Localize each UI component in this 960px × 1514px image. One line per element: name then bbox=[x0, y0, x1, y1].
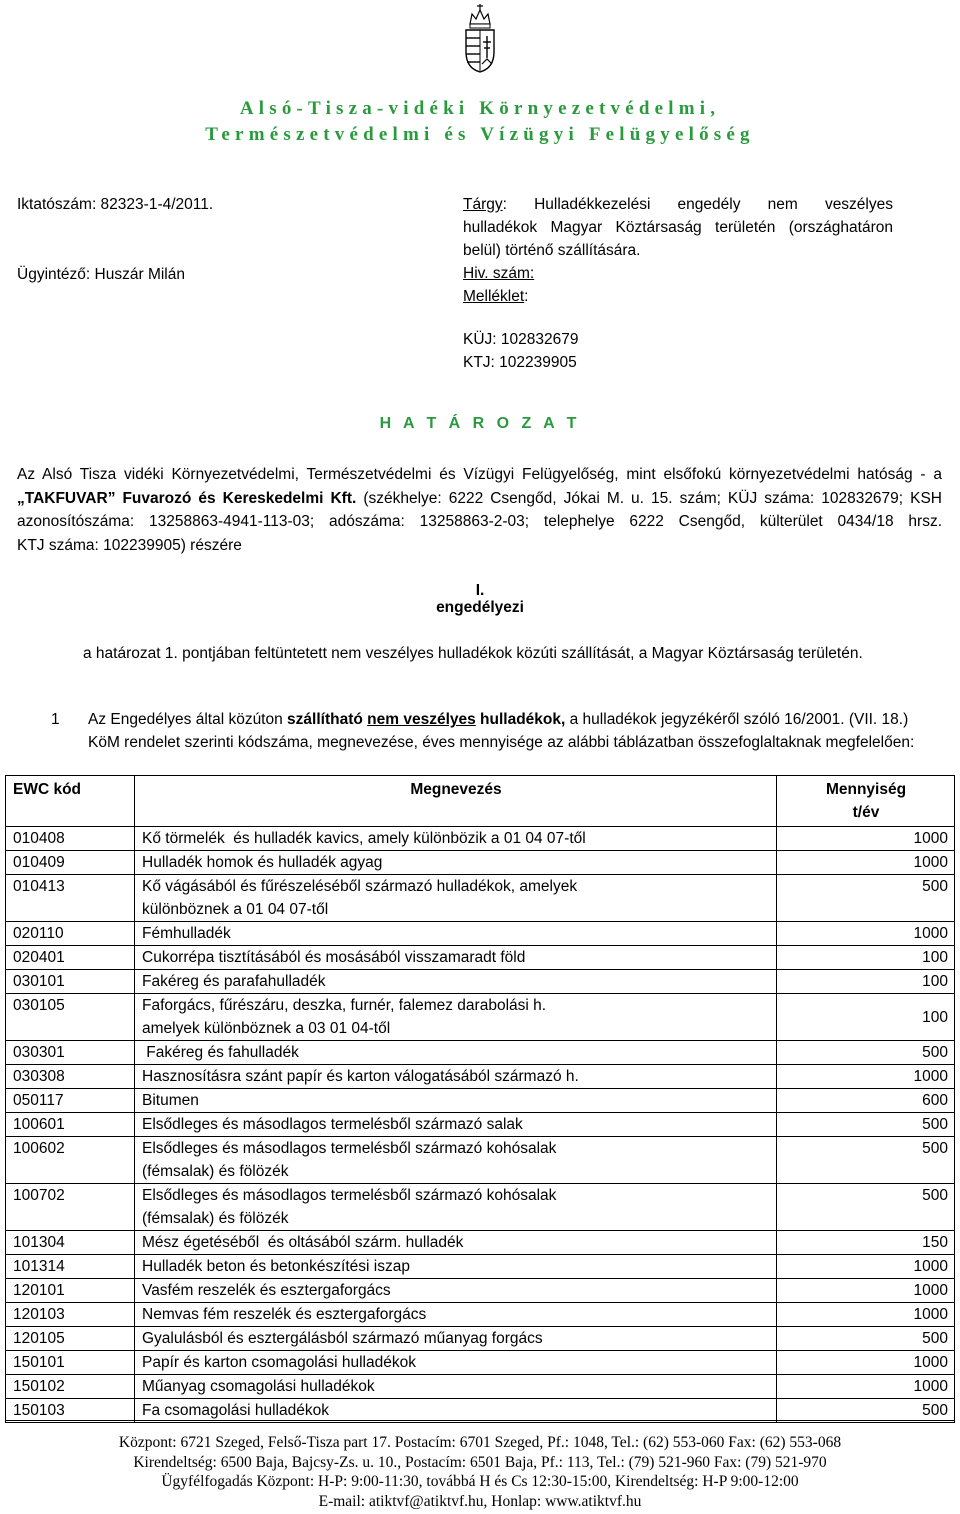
quantity-cell: 500 bbox=[777, 1137, 955, 1184]
attachment-label: Melléklet bbox=[463, 288, 525, 305]
item-text: a hulladékok jegyzékéről szóló 16/2001. (VII. 18.) bbox=[565, 711, 909, 728]
table-row bbox=[6, 970, 955, 994]
organization-name-line1: Alsó-Tisza-vidéki Környezetvédelmi, bbox=[239, 98, 721, 119]
ewc-code-cell: 020110 bbox=[6, 922, 135, 946]
quantity-cell: 1000 bbox=[777, 922, 955, 946]
waste-name-cell bbox=[135, 1089, 777, 1113]
waste-name-cell bbox=[135, 1375, 777, 1399]
decision-subline: a határozat 1. pontjában feltüntetett nem veszélyes hulladékok közúti szállítását, a Magyar Köztársaság területén. bbox=[83, 645, 863, 662]
hungarian-coat-of-arms-icon bbox=[462, 2, 498, 74]
item-text: Az Engedélyes által közúton bbox=[88, 711, 288, 728]
waste-name: Fakéreg és fahulladék bbox=[142, 1044, 299, 1061]
paragraph-line: KTJ száma: 102239905) részére bbox=[17, 536, 242, 554]
item-bold-underlined: nem veszélyes bbox=[367, 711, 476, 728]
ewc-code-cell: 100602 bbox=[6, 1137, 135, 1184]
ewc-code-cell: 050117 bbox=[6, 1089, 135, 1113]
waste-name-cell bbox=[135, 1137, 777, 1184]
attachment-colon: : bbox=[524, 288, 529, 305]
waste-name-cell bbox=[135, 1303, 777, 1327]
footer bbox=[0, 1433, 960, 1511]
ewc-code-cell: 120103 bbox=[6, 1303, 135, 1327]
subject-line1 bbox=[463, 196, 893, 214]
table-row bbox=[6, 1231, 955, 1255]
item-bold: szállítható bbox=[287, 711, 363, 728]
subject-line3: belül) történő szállítására. bbox=[463, 242, 641, 259]
decision-verb: engedélyezi bbox=[436, 599, 524, 616]
waste-name: Fakéreg és parafahulladék bbox=[142, 973, 326, 990]
item-line2: KöM rendelet szerinti kódszáma, megnevezése, éves mennyisége az alábbi táblázatban összefoglaltaknak megfelelően: bbox=[88, 734, 915, 751]
waste-name-cell bbox=[135, 946, 777, 970]
table-header-row bbox=[6, 776, 955, 827]
subject-text: : Hulladékkezelési engedély nem veszélyes bbox=[502, 196, 893, 213]
case-officer: Ügyintéző: Huszár Milán bbox=[17, 266, 185, 283]
quantity-cell: 500 bbox=[777, 1184, 955, 1231]
company-details: (székhelye: 6222 Csengőd, Jókai M. u. 15. szám; KÜJ száma: 102832679; KSH bbox=[356, 489, 942, 507]
table-row bbox=[6, 994, 955, 1041]
item-bold: hulladékok, bbox=[480, 711, 566, 728]
waste-name-continued: (fémsalak) és fölözék bbox=[142, 1163, 289, 1180]
table-row bbox=[6, 1113, 955, 1137]
waste-name-cell bbox=[135, 851, 777, 875]
table-row bbox=[6, 922, 955, 946]
waste-name-cell bbox=[135, 1351, 777, 1375]
waste-name-cell bbox=[135, 827, 777, 851]
waste-name-cell bbox=[135, 1041, 777, 1065]
waste-name-cell bbox=[135, 875, 777, 922]
ewc-code-cell: 101314 bbox=[6, 1255, 135, 1279]
ewc-code-cell: 150103 bbox=[6, 1399, 135, 1423]
ewc-code-cell: 010408 bbox=[6, 827, 135, 851]
paragraph-line: azonosítószáma: 13258863-4941-113-03; adószáma: 13258863-2-03; telephelye 6222 Csengőd, külterület 0434/18 hrsz. bbox=[17, 513, 942, 530]
header-quantity bbox=[777, 776, 955, 827]
decision-paragraph bbox=[17, 463, 942, 557]
subject-line2: hulladékok Magyar Köztársaság területén (országhatáron bbox=[463, 219, 893, 236]
waste-name-cell bbox=[135, 1399, 777, 1423]
header-name: Megnevezés bbox=[135, 776, 777, 827]
waste-name: Kő vágásából és fűrészeléséből származó hulladékok, amelyek bbox=[142, 878, 578, 895]
waste-name-cell bbox=[135, 970, 777, 994]
table-row bbox=[6, 1184, 955, 1231]
waste-name: Elsődleges és másodlagos termelésből származó kohósalak bbox=[142, 1187, 557, 1204]
ewc-code-cell: 010413 bbox=[6, 875, 135, 922]
waste-name: Elsődleges és másodlagos termelésből származó salak bbox=[142, 1116, 523, 1133]
table-row bbox=[6, 1399, 955, 1423]
waste-name: Fa csomagolási hulladékok bbox=[142, 1402, 329, 1419]
quantity-cell: 100 bbox=[777, 946, 955, 970]
item-line1 bbox=[88, 711, 956, 729]
quantity-unit: t/év bbox=[852, 804, 880, 821]
table-row bbox=[6, 851, 955, 875]
organization-name-line2: Természetvédelmi és Vízügyi Felügyelőség bbox=[205, 124, 755, 145]
waste-table bbox=[5, 775, 955, 1423]
waste-name-cell bbox=[135, 1327, 777, 1351]
waste-name-cell bbox=[135, 1231, 777, 1255]
quantity-cell: 1000 bbox=[777, 1375, 955, 1399]
quantity-cell: 100 bbox=[777, 970, 955, 994]
ewc-code-cell: 101304 bbox=[6, 1231, 135, 1255]
ewc-code-cell: 030105 bbox=[6, 994, 135, 1041]
ewc-code-cell: 120101 bbox=[6, 1279, 135, 1303]
quantity-cell: 500 bbox=[777, 1399, 955, 1423]
quantity-cell: 500 bbox=[777, 875, 955, 922]
table-row bbox=[6, 1303, 955, 1327]
quantity-cell: 1000 bbox=[777, 1255, 955, 1279]
quantity-cell: 1000 bbox=[777, 1303, 955, 1327]
table-row bbox=[6, 1351, 955, 1375]
ewc-code-cell: 120105 bbox=[6, 1327, 135, 1351]
footer-line: Kirendeltség: 6500 Baja, Bajcsy-Zs. u. 10., Postacím: 6501 Baja, Pf.: 113, Tel.: (79) 521-960 Fax: (79) 521-970 bbox=[133, 1453, 827, 1471]
reference-number: Iktatószám: 82323-1-4/2011. bbox=[17, 196, 214, 213]
ewc-code-cell: 030308 bbox=[6, 1065, 135, 1089]
waste-name-cell bbox=[135, 1113, 777, 1137]
ewc-code-cell: 020401 bbox=[6, 946, 135, 970]
waste-name-cell bbox=[135, 994, 777, 1041]
ewc-code-cell: 150102 bbox=[6, 1375, 135, 1399]
quantity-label: Mennyiség bbox=[825, 781, 907, 798]
quantity-cell: 1000 bbox=[777, 1279, 955, 1303]
table-row bbox=[6, 1065, 955, 1089]
quantity-cell: 600 bbox=[777, 1089, 955, 1113]
quantity-cell: 500 bbox=[777, 1041, 955, 1065]
ewc-code-cell: 030301 bbox=[6, 1041, 135, 1065]
waste-name: Mész égetéséből és oltásából szárm. hulladék bbox=[142, 1234, 464, 1251]
item-number: 1 bbox=[51, 711, 60, 728]
footer-divider bbox=[5, 1420, 955, 1421]
table-row bbox=[6, 946, 955, 970]
waste-name: Nemvas fém reszelék és esztergaforgács bbox=[142, 1306, 427, 1323]
waste-name-cell bbox=[135, 922, 777, 946]
ewc-code-cell: 150101 bbox=[6, 1351, 135, 1375]
header-ewc-code: EWC kód bbox=[6, 776, 135, 827]
paragraph-line bbox=[17, 487, 942, 511]
waste-name: Cukorrépa tisztításából és mosásából visszamaradt föld bbox=[142, 949, 526, 966]
attachment-field bbox=[463, 288, 893, 306]
waste-name-continued: amelyek különböznek a 03 01 04-től bbox=[142, 1020, 391, 1037]
table-row bbox=[6, 1255, 955, 1279]
quantity-cell: 1000 bbox=[777, 851, 955, 875]
waste-name: Faforgács, fűrészáru, deszka, furnér, falemez darabolási h. bbox=[142, 997, 547, 1014]
waste-name-continued: (fémsalak) és fölözék bbox=[142, 1210, 289, 1227]
waste-name: Hulladék beton és betonkészítési iszap bbox=[142, 1258, 410, 1275]
section-number: I. bbox=[475, 582, 485, 599]
subject-label: Tárgy bbox=[463, 196, 503, 213]
waste-name: Vasfém reszelék és esztergaforgács bbox=[142, 1282, 391, 1299]
ewc-code-cell: 100702 bbox=[6, 1184, 135, 1231]
ktj-number: KTJ: 102239905 bbox=[463, 354, 577, 371]
waste-name: Hasznosításra szánt papír és karton válogatásából származó h. bbox=[142, 1068, 579, 1085]
waste-name: Elsődleges és másodlagos termelésből származó kohósalak bbox=[142, 1140, 557, 1157]
table-row bbox=[6, 1279, 955, 1303]
quantity-cell: 1000 bbox=[777, 1351, 955, 1375]
quantity-cell: 150 bbox=[777, 1231, 955, 1255]
table-row bbox=[6, 1089, 955, 1113]
ewc-code-cell: 100601 bbox=[6, 1113, 135, 1137]
table-row bbox=[6, 1375, 955, 1399]
waste-name-cell bbox=[135, 1065, 777, 1089]
kuj-number: KÜJ: 102832679 bbox=[463, 331, 579, 348]
waste-name-cell bbox=[135, 1255, 777, 1279]
waste-name-cell bbox=[135, 1279, 777, 1303]
waste-name: Bitumen bbox=[142, 1092, 199, 1109]
table-row bbox=[6, 1137, 955, 1184]
footer-line: Ügyfélfogadás Központ: H-P: 9:00-11:30, továbbá H és Cs 12:30-15:00, Kirendeltség: H-P 9:00-12:00 bbox=[161, 1473, 799, 1490]
decision-title: H A T Á R O Z A T bbox=[379, 415, 581, 432]
table-row bbox=[6, 1041, 955, 1065]
reference-field: Hiv. szám: bbox=[463, 265, 535, 282]
waste-name: Fémhulladék bbox=[142, 925, 231, 942]
table-row bbox=[6, 1327, 955, 1351]
waste-name-cell bbox=[135, 1184, 777, 1231]
footer-line: E-mail: atiktvf@atiktvf.hu, Honlap: www.atiktvf.hu bbox=[318, 1492, 642, 1510]
table-row bbox=[6, 875, 955, 922]
quantity-cell: 500 bbox=[777, 1327, 955, 1351]
paragraph-line: Az Alsó Tisza vidéki Környezetvédelmi, Természetvédelmi és Vízügyi Felügyelőség, mint elsőfokú környezetvédelmi hatóság - a bbox=[17, 466, 942, 483]
table-row bbox=[6, 827, 955, 851]
waste-name: Gyalulásból és esztergálásból származó műanyag forgács bbox=[142, 1330, 543, 1347]
ewc-code-cell: 030101 bbox=[6, 970, 135, 994]
quantity-cell: 1000 bbox=[777, 1065, 955, 1089]
waste-name: Hulladék homok és hulladék agyag bbox=[142, 854, 383, 871]
quantity-cell: 1000 bbox=[777, 827, 955, 851]
footer-line: Központ: 6721 Szeged, Felső-Tisza part 17. Postacím: 6701 Szeged, Pf.: 1048, Tel.: (62) 553-060 Fax: (62) 553-068 bbox=[118, 1434, 842, 1451]
quantity-cell: 100 bbox=[777, 994, 955, 1041]
quantity-cell: 500 bbox=[777, 1113, 955, 1137]
table-body bbox=[6, 827, 955, 1423]
waste-name-continued: különböznek a 01 04 07-től bbox=[142, 901, 329, 918]
waste-name: Műanyag csomagolási hulladékok bbox=[142, 1378, 375, 1395]
waste-name: Papír és karton csomagolási hulladékok bbox=[142, 1354, 416, 1371]
ewc-code-cell: 010409 bbox=[6, 851, 135, 875]
waste-name: Kő törmelék és hulladék kavics, amely különbözik a 01 04 07-től bbox=[142, 830, 586, 847]
company-name: „TAKFUVAR” Fuvarozó és Kereskedelmi Kft. bbox=[17, 489, 357, 507]
